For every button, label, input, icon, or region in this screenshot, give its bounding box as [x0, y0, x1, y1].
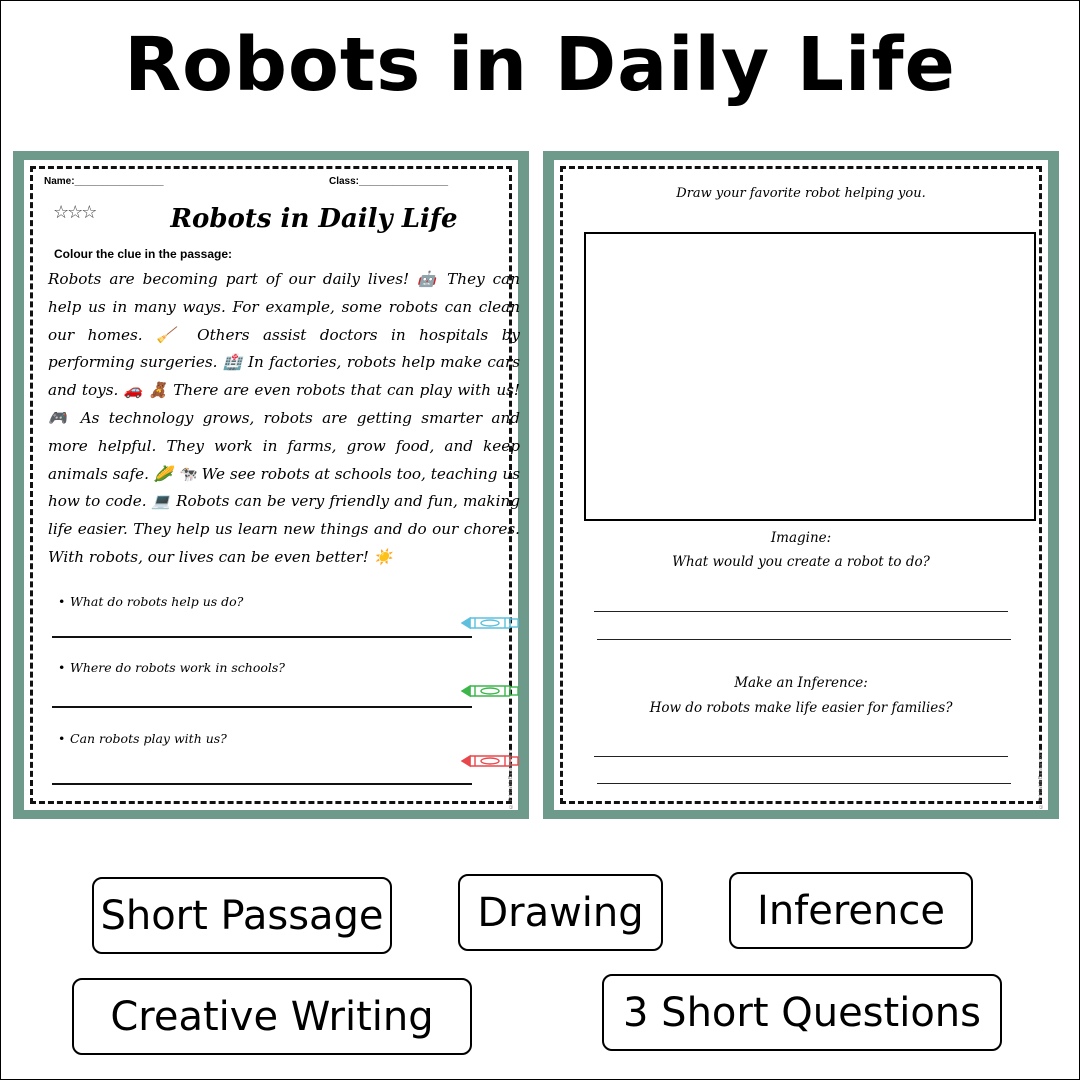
- inference-question: How do robots make life easier for families?: [649, 700, 953, 716]
- imagine-question: What would you create a robot to do?: [672, 554, 930, 570]
- worksheet-paper: [24, 160, 518, 810]
- inference-label: Make an Inference:: [734, 675, 868, 691]
- question-3-text: Can robots play with us?: [70, 731, 227, 746]
- tag-short-passage: Short Passage: [92, 877, 392, 954]
- crayon-icon: [461, 684, 519, 698]
- tag-3-short-questions: 3 Short Questions: [602, 974, 1002, 1051]
- bullet: •: [58, 594, 66, 609]
- answer-line: [597, 783, 1011, 784]
- reading-passage: Robots are becoming part of our daily lives! 🤖 They can help us in many ways. For example, some robots can clean our homes. 🧹 Others assist doctors in hospitals by performing surgeries. 🏥 In factories, robots help make cars and toys. 🚗 🧸 There are even robots that can play with us! 🎮 As technology grows, robots are getting smarter and more helpful. They work in farms, grow food, and keep animals safe. 🌽 🐄 We see robots at schools too, teaching us how to code. 💻 Robots can be very friendly and fun, making life easier. They help us learn new things and do our chores. With robots, our lives can be even better! ☀️: [48, 270, 520, 566]
- class-field: Class:________________: [329, 176, 448, 187]
- drawing-box: [584, 232, 1036, 521]
- name-field: Name:________________: [44, 176, 164, 187]
- rating-stars-icon: ☆☆☆: [53, 202, 96, 223]
- question-1: [58, 594, 243, 609]
- question-3: [58, 731, 227, 746]
- question-2: [58, 660, 285, 675]
- credit-text: © PrintableBazaar.com: [1038, 750, 1044, 809]
- worksheet-paper: [554, 160, 1048, 810]
- credit-text: © PrintableBazaar.com: [508, 750, 514, 809]
- worksheet-page-drawing: [543, 151, 1059, 819]
- answer-line-1: [52, 636, 472, 638]
- bullet: •: [58, 660, 66, 675]
- question-2-text: Where do robots work in schools?: [70, 660, 285, 675]
- question-1-text: What do robots help us do?: [70, 594, 244, 609]
- answer-line-2: [52, 706, 472, 708]
- tag-creative-writing: Creative Writing: [72, 978, 472, 1055]
- main-title: Robots in Daily Life: [124, 22, 956, 108]
- tag-drawing: Drawing: [458, 874, 663, 951]
- worksheet-page-passage: [13, 151, 529, 819]
- bullet: •: [58, 731, 66, 746]
- crayon-icon: [461, 616, 519, 630]
- answer-line: [597, 639, 1011, 640]
- answer-line-3: [52, 783, 472, 785]
- instruction-text: Colour the clue in the passage:: [54, 247, 233, 261]
- answer-line: [594, 756, 1008, 757]
- imagine-label: Imagine:: [770, 530, 832, 546]
- worksheet-title: Robots in Daily Life: [170, 204, 458, 234]
- answer-line: [594, 611, 1008, 612]
- draw-caption: Draw your favorite robot helping you.: [676, 186, 926, 201]
- tag-inference: Inference: [729, 872, 973, 949]
